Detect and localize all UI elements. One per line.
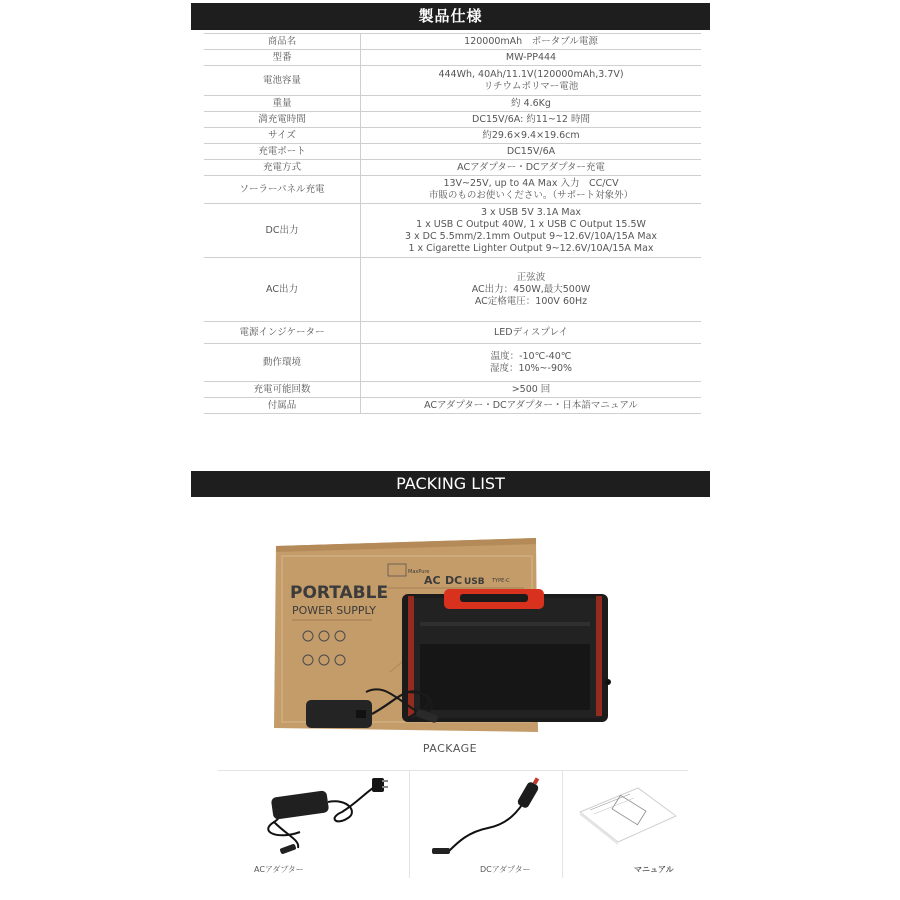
spec-label: 電源インジケーター	[204, 322, 361, 344]
spec-row	[204, 204, 701, 258]
spec-row	[204, 258, 701, 322]
box-badge-dc: DC	[445, 574, 463, 587]
spec-row	[204, 398, 701, 414]
box-title-1: PORTABLE	[290, 583, 389, 603]
spec-label: ソーラーパネル充電	[204, 176, 361, 204]
spec-value-line: >500 回	[511, 383, 551, 395]
spec-value	[361, 128, 702, 144]
spec-value-line: リチウムポリマー電池	[483, 80, 579, 92]
packing-title: PACKING LIST	[396, 474, 505, 493]
spec-label: 充電可能回数	[204, 382, 361, 398]
spec-row	[204, 144, 701, 160]
package-caption: PACKAGE	[422, 742, 478, 755]
spec-value-line: DC15V/6A: 約11~12 時間	[472, 113, 590, 125]
spec-value-line: 湿度：10%~-90%	[489, 362, 573, 374]
spec-value	[361, 258, 702, 322]
spec-value-line: 13V~25V, up to 4A Max 入力 CC/CV	[443, 177, 619, 189]
spec-value	[361, 382, 702, 398]
spec-label: 動作環境	[204, 344, 361, 382]
spec-value-line: 120000mAh ポータブル電源	[464, 35, 598, 47]
spec-value	[361, 34, 702, 50]
box-badge-ac: AC	[424, 574, 441, 587]
spec-value	[361, 50, 702, 66]
package-photo	[268, 532, 616, 742]
spec-row	[204, 322, 701, 344]
spec-label: DC出力	[204, 204, 361, 258]
accessories-photos	[218, 772, 688, 864]
spec-label: サイズ	[204, 128, 361, 144]
spec-row	[204, 112, 701, 128]
spec-label: 付属品	[204, 398, 361, 414]
spec-value	[361, 66, 702, 96]
spec-value	[361, 96, 702, 112]
spec-value-line: 1 x USB C Output 40W, 1 x USB C Output 15.5W	[416, 218, 646, 230]
spec-value-line: 444Wh, 40Ah/11.1V(120000mAh,3.7V)	[438, 68, 624, 80]
spec-label: 商品名	[204, 34, 361, 50]
spec-label: 電池容量	[204, 66, 361, 96]
spec-label: AC出力	[204, 258, 361, 322]
spec-label: 重量	[204, 96, 361, 112]
spec-value	[361, 204, 702, 258]
spec-label: 充電ポート	[204, 144, 361, 160]
spec-value	[361, 344, 702, 382]
spec-value-line: LEDディスプレイ	[494, 326, 568, 338]
dc-adapter-image	[432, 777, 540, 854]
spec-value-line: 1 x Cigarette Lighter Output 9~12.6V/10A/15A Max	[408, 242, 654, 254]
spec-title-banner	[191, 3, 710, 30]
spec-value-line: 市販のものお使いください。（サポート対象外）	[428, 189, 634, 201]
packing-title-banner	[191, 471, 710, 497]
box-brand: MaxPure	[408, 569, 430, 575]
spec-label: 型番	[204, 50, 361, 66]
manual-label: マニュアル	[634, 865, 674, 874]
spec-value-line: 正弦波	[516, 271, 546, 283]
spec-value	[361, 160, 702, 176]
spec-value-line: 約29.6×9.4×19.6cm	[482, 129, 580, 141]
manual-image	[580, 788, 676, 845]
spec-value	[361, 112, 702, 128]
spec-value-line: 3 x DC 5.5mm/2.1mm Output 9~12.6V/10A/15A Max	[404, 230, 658, 242]
spec-value-line: MW-PP444	[505, 51, 557, 63]
spec-value-line: AC定格電圧：100V 60Hz	[474, 295, 588, 307]
spec-label: 充電方式	[204, 160, 361, 176]
dc-adapter-label: DCアダプター	[480, 865, 531, 874]
spec-title: 製品仕様	[418, 7, 483, 25]
box-badge-usb: USB	[464, 577, 485, 587]
spec-value-line: ACアダプター・DCアダプター充電	[457, 161, 605, 173]
spec-row	[204, 128, 701, 144]
box-badge-typec: TYPE-C	[492, 578, 510, 584]
spec-row	[204, 34, 701, 50]
power-station	[402, 589, 611, 722]
spec-value-line: DC15V/6A	[506, 145, 556, 157]
spec-value-line: 約 4.6Kg	[511, 97, 551, 109]
accessories-divider	[218, 770, 688, 771]
spec-row	[204, 96, 701, 112]
spec-value-line: 3 x USB 5V 3.1A Max	[480, 206, 582, 218]
ac-adapter-label: ACアダプター	[254, 865, 304, 874]
spec-row	[204, 382, 701, 398]
spec-row	[204, 344, 701, 382]
spec-value	[361, 322, 702, 344]
ac-adapter-image	[268, 778, 388, 855]
spec-row	[204, 160, 701, 176]
spec-label: 満充電時間	[204, 112, 361, 128]
spec-value	[361, 176, 702, 204]
spec-row	[204, 176, 701, 204]
spec-value	[361, 398, 702, 414]
spec-value-line: 温度：-10℃-40℃	[490, 350, 572, 362]
box-title-2: POWER SUPPLY	[292, 604, 376, 617]
spec-value	[361, 144, 702, 160]
spec-table	[204, 33, 701, 414]
spec-value-line: ACアダプター・DCアダプター・日本語マニュアル	[424, 399, 638, 411]
spec-value-line: AC出力：450W,最大500W	[471, 283, 591, 295]
spec-row	[204, 50, 701, 66]
spec-row	[204, 66, 701, 96]
